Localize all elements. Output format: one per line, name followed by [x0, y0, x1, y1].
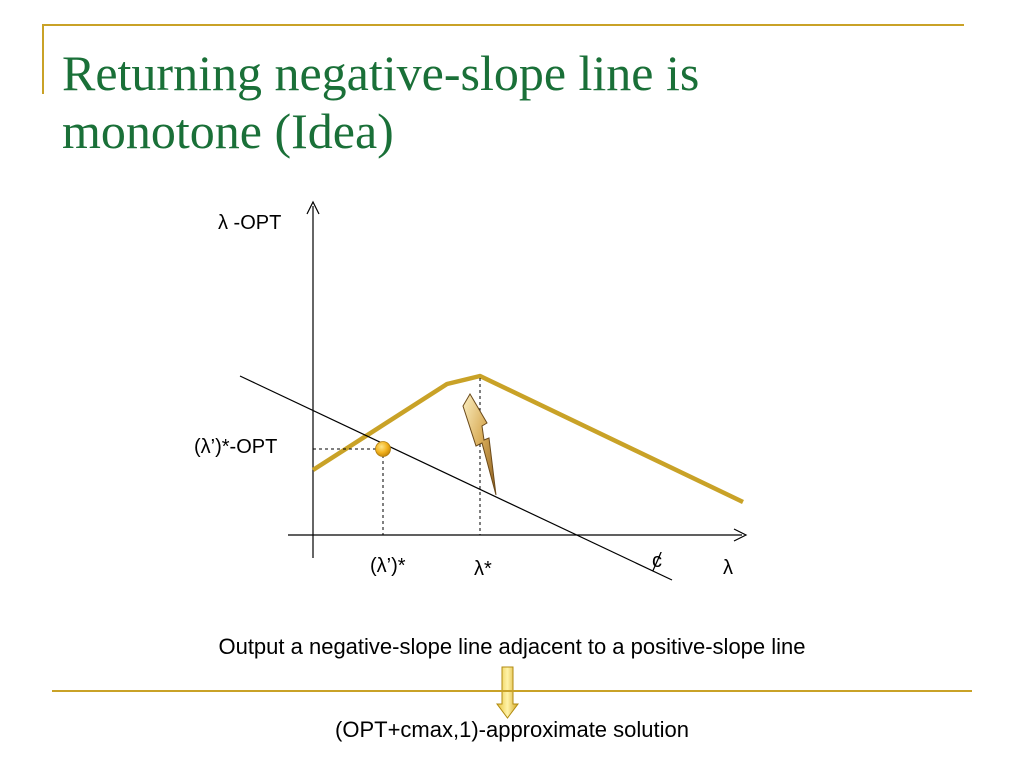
- x-axis-label: λ: [723, 557, 733, 579]
- crossed-c-symbol: ȼ: [652, 550, 662, 572]
- solution-point: [376, 442, 391, 457]
- statement-text: Output a negative-slope line adjacent to a positive-slope line: [218, 634, 806, 659]
- y-axis-label: λ -OPT: [218, 212, 282, 234]
- point-x-label: (λ’)*: [370, 555, 406, 577]
- title-line-2: monotone (Idea): [62, 103, 394, 159]
- negative-slope-line: [240, 376, 672, 580]
- title-line-1: Returning negative-slope line is: [62, 45, 700, 101]
- footer-rule: [52, 690, 972, 692]
- peak-x-label: λ*: [474, 558, 492, 580]
- conclusion-text: (OPT+cmax,1)-approximate solution: [335, 717, 689, 742]
- opt-curve: [313, 376, 743, 502]
- down-arrow-icon: [497, 667, 518, 718]
- point-y-label: (λ’)*-OPT: [194, 436, 278, 458]
